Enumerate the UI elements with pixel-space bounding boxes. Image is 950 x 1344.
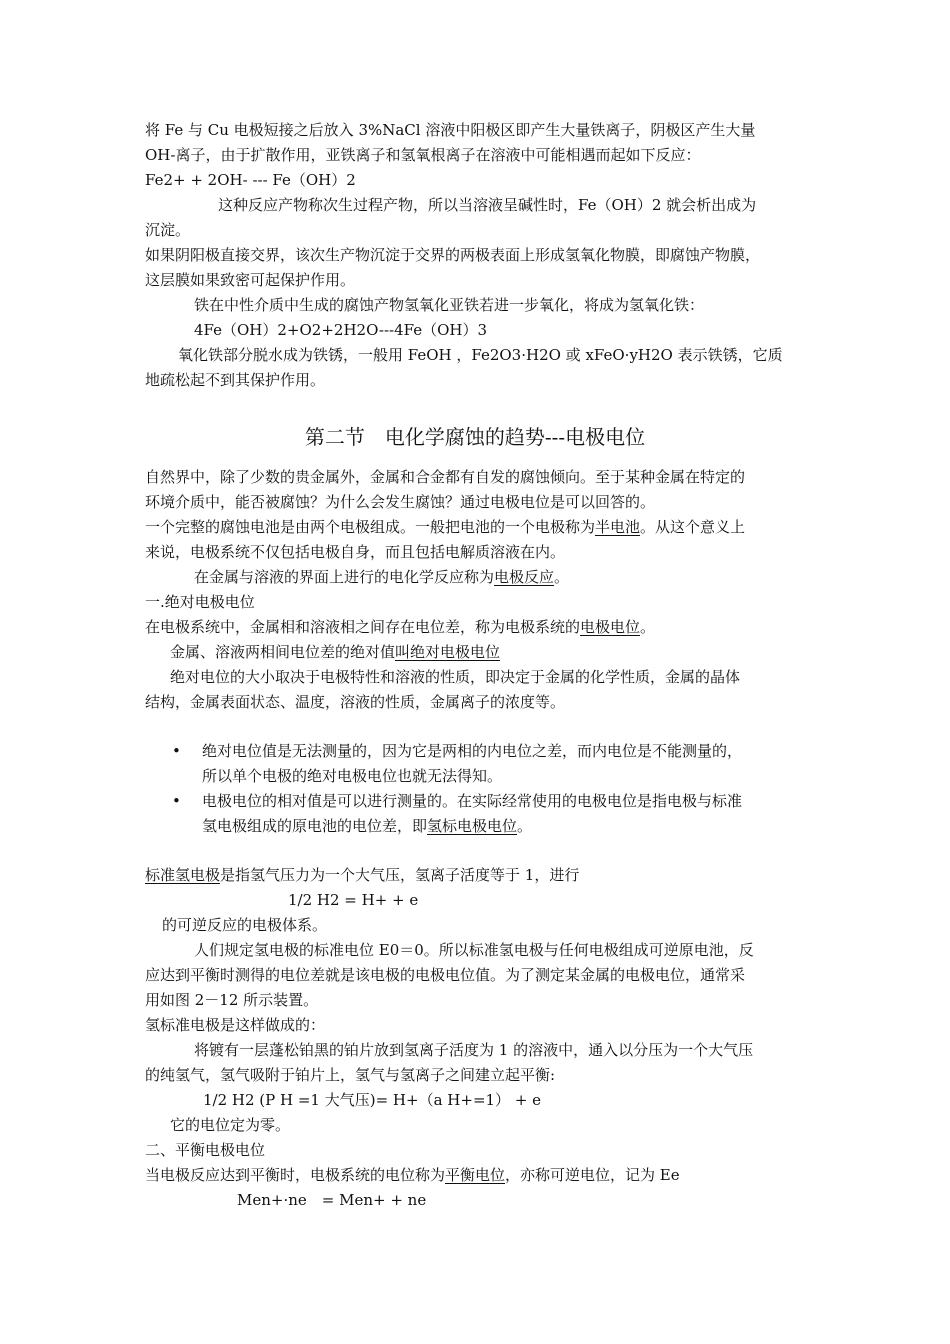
term-absolute-potential: 叫绝对电极电位 [395, 643, 501, 661]
paragraph-line [194, 567, 569, 587]
paragraph-line: 将 Fe 与 Cu 电极短接之后放入 3%NaCl 溶液中阳极区即产生大量铁离子，阴极区产生大量 [145, 121, 756, 139]
paragraph-line: 地疏松起不到其保护作用。 [145, 371, 326, 389]
paragraph-line: 的可逆反应的电极体系。 [162, 916, 328, 934]
paragraph-line: 铁在中性介质中生成的腐蚀产物氢氧化亚铁若进一步氧化，将成为氢氧化铁： [194, 296, 705, 314]
paragraph-line: 环境介质中，能否被腐蚀？为什么会发生腐蚀？通过电极电位是可以回答的。 [145, 493, 656, 511]
paragraph-line: 如果阴阳极直接交界，该次生产物沉淀于交界的两极表面上形成氢氧化物膜，即腐蚀产物膜， [145, 246, 761, 264]
term-hydrogen-scale-potential: 氢标电极电位 [427, 817, 518, 835]
term-electrode-potential: 电极电位 [580, 618, 641, 636]
paragraph-line: 用如图 2－12 所示装置。 [145, 991, 319, 1009]
paragraph-line: 将镀有一层蓬松铂黑的铂片放到氢离子活度为 1 的溶液中，通入以分压为一个大气压 [194, 1041, 754, 1059]
reaction-equation: Men+·ne = Men+ + ne [237, 1191, 427, 1209]
subheading: 一.绝对电极电位 [145, 593, 255, 611]
bullet-line [202, 816, 532, 836]
bullet-line: 所以单个电极的绝对电极电位也就无法得知。 [202, 767, 503, 785]
paragraph-line [145, 1165, 680, 1185]
paragraph-line: 绝对电位的大小取决于电极特性和溶液的性质，即决定于金属的化学性质，金属的晶体 [170, 668, 741, 686]
paragraph-line: 来说，电极系统不仅包括电极自身，而且包括电解质溶液在内。 [145, 543, 566, 561]
term-equilibrium-potential: 平衡电位 [445, 1166, 506, 1184]
paragraph-line: 它的电位定为零。 [170, 1116, 291, 1134]
paragraph-line: 沉淀。 [145, 221, 191, 239]
paragraph-line: 氢标准电极是这样做成的： [145, 1016, 326, 1034]
text-run: 一个完整的腐蚀电池是由两个电极组成。一般把电池的一个电极称为 [145, 518, 596, 536]
text-run: 在金属与溶液的界面上进行的电化学反应称为 [194, 568, 495, 586]
text-run: 金属、溶液两相间电位差的绝对值 [170, 643, 396, 661]
term-half-cell: 半电池 [595, 518, 641, 536]
term-standard-hydrogen-electrode: 标准氢电极 [145, 866, 221, 884]
paragraph-line: 应达到平衡时测得的电位差就是该电极的电极电位值。为了测定某金属的电极电位，通常采 [145, 966, 746, 984]
paragraph-line: OH-离子，由于扩散作用，亚铁离子和氢氧根离子在溶液中可能相遇而起如下反应： [145, 146, 701, 164]
text-run: 是指氢气压力为一个大气压，氢离子活度等于 1，进行 [220, 866, 580, 884]
text-run: 。 [640, 618, 656, 636]
text-run: 。 [517, 817, 533, 835]
paragraph-line [145, 865, 579, 885]
reaction-equation: 1/2 H2 = H+ + e [288, 891, 419, 909]
paragraph-line [145, 617, 655, 637]
text-run: 当电极反应达到平衡时，电极系统的电位称为 [145, 1166, 446, 1184]
text-run: ，亦称可逆电位，记为 Ee [505, 1166, 680, 1184]
text-run: 。从这个意义上 [640, 518, 746, 536]
paragraph-line: 人们规定氢电极的标准电位 E0＝0。所以标准氢电极与任何电极组成可逆原电池，反 [194, 941, 754, 959]
text-run: 在电极系统中，金属相和溶液相之间存在电位差，称为电极系统的 [145, 618, 581, 636]
paragraph-line: 这种反应产物称次生过程产物，所以当溶液呈碱性时，Fe（OH）2 就会析出成为 [218, 196, 757, 214]
paragraph-line: 自然界中，除了少数的贵金属外，金属和合金都有自发的腐蚀倾向。至于某种金属在特定的 [145, 468, 746, 486]
bullet-icon: • [172, 742, 181, 760]
paragraph-line: 的纯氢气，氢气吸附于铂片上，氢气与氢离子之间建立起平衡: [145, 1066, 556, 1084]
reaction-equation: Fe2+ + 2OH- --- Fe（OH）2 [145, 171, 356, 189]
paragraph-line [170, 642, 500, 662]
paragraph-line [145, 517, 745, 537]
paragraph-line: 这层膜如果致密可起保护作用。 [145, 271, 356, 289]
term-electrode-reaction: 电极反应 [494, 568, 555, 586]
subheading: 二、平衡电极电位 [145, 1141, 266, 1159]
reaction-equation: 4Fe（OH）2+O2+2H2O---4Fe（OH）3 [194, 321, 488, 339]
paragraph-line: 氧化铁部分脱水成为铁锈，一般用 FeOH ，Fe2O3·H2O 或 xFeO·yH2O 表示铁锈，它质 [178, 346, 783, 364]
bullet-line: 绝对电位值是无法测量的，因为它是两相的内电位之差，而内电位是不能测量的， [202, 742, 743, 760]
text-run: 氢电极组成的原电池的电位差，即 [202, 817, 428, 835]
section-title: 第二节 电化学腐蚀的趋势---电极电位 [304, 425, 646, 449]
text-run: 。 [554, 568, 570, 586]
reaction-equation: 1/2 H2 (P H =1 大气压)= H+（a H+=1） + e [203, 1091, 542, 1109]
bullet-icon: • [172, 792, 181, 810]
bullet-line: 电极电位的相对值是可以进行测量的。在实际经常使用的电极电位是指电极与标准 [202, 792, 743, 810]
paragraph-line: 结构，金属表面状态、温度，溶液的性质，金属离子的浓度等。 [145, 693, 566, 711]
